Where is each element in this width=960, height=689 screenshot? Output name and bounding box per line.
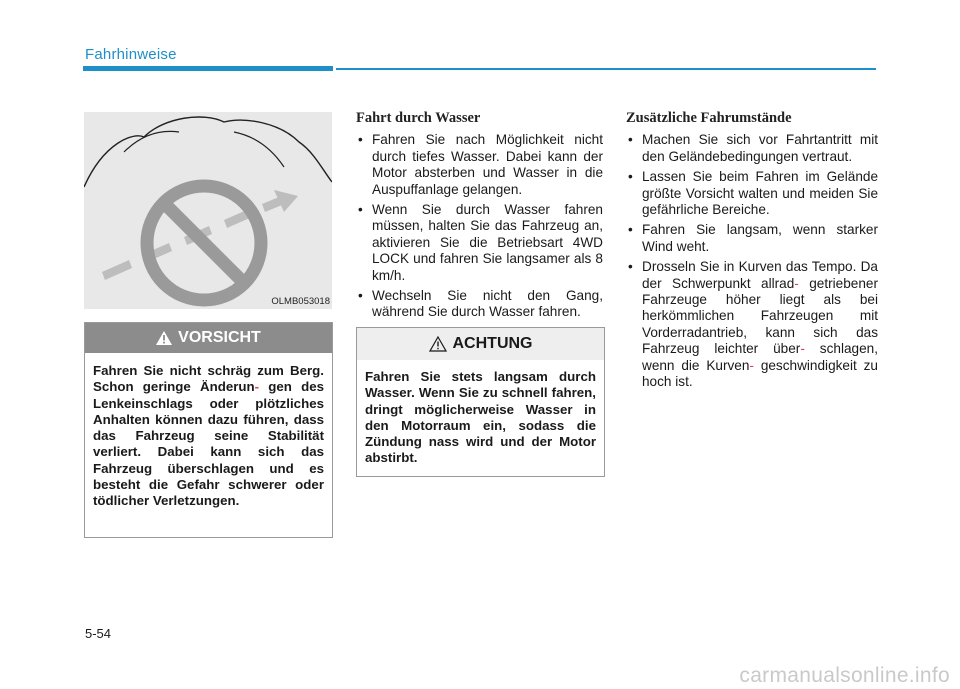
water-driving-list: [356, 132, 603, 320]
attention-label: ACHTUNG: [452, 335, 533, 352]
caution-box: [84, 322, 333, 538]
header-rule-thick: [83, 66, 333, 71]
attention-text: Fahren Sie stets langsam durch Wasser. Wenn Sie zu schnell fahren, dringt möglicherweise Wasser in den Motorraum ein, sodass die Zündung nass wird und der Motor abstirbt.: [365, 369, 596, 466]
additional-conditions-heading: Zusätzliche Fahrumstände: [626, 110, 792, 126]
water-driving-heading: Fahrt durch Wasser: [356, 110, 481, 126]
caution-header: [85, 323, 332, 353]
list-item: • Drosseln Sie in Kurven das Tempo. Da der Schwerpunkt allrad- getriebener Fahrzeuge höher liegt als bei herkömmlichen Fahrzeugen mit Vorderradantrieb, kann sich das Fahrzeug leichter über- schlagen, wenn die Kurven- geschwindigkeit zu hoch ist.: [628, 259, 878, 390]
list-item: • Lassen Sie beim Fahren im Gelände größte Vorsicht walten und meiden Sie gefährliche Bereiche.: [628, 169, 878, 218]
page-number: 5-54: [85, 626, 112, 641]
attention-header: [357, 328, 604, 360]
image-code: OLMB053018: [271, 296, 330, 307]
list-item: • Wechseln Sie nicht den Gang, während Sie durch Wasser fahren.: [358, 288, 603, 320]
water-driving-section: [356, 110, 603, 325]
prohibited-slope-illustration: [84, 112, 332, 309]
warning-icon: [156, 331, 172, 345]
warning-outline-icon: [429, 336, 447, 352]
list-item: • Wenn Sie durch Wasser fahren müssen, halten Sie das Fahrzeug an, aktivieren Sie die Betriebsart 4WD LOCK und fahren Sie langsamer als 8 km/h.: [358, 202, 603, 283]
section-title: Fahrhinweise: [85, 46, 177, 63]
caution-text: Fahren Sie nicht schräg zum Berg. Schon geringe Änderun- gen des Lenkeinschlags oder plötzliches Anhalten können dazu führen, dass das Fahrzeug seine Stabilität verliert. Dabei kann sich das Fahrzeug überschlagen und es besteht die Gefahr schwerer oder tödlicher Verletzungen.: [93, 363, 324, 509]
caution-label: VORSICHT: [178, 329, 261, 346]
additional-conditions-list: [626, 132, 878, 390]
watermark: carmanualsonline.info: [739, 664, 950, 687]
list-item: • Machen Sie sich vor Fahrtantritt mit den Geländebedingungen vertraut.: [628, 132, 878, 164]
additional-conditions-section: [626, 110, 878, 395]
illustration: [84, 112, 332, 309]
attention-box: [356, 327, 605, 477]
list-item: • Fahren Sie langsam, wenn starker Wind weht.: [628, 222, 878, 254]
list-item: • Fahren Sie nach Möglichkeit nicht durch tiefes Wasser. Dabei kann der Motor absterben und Wasser in die Auspuffanlage gelangen.: [358, 132, 603, 197]
header-rule-thin: [336, 68, 876, 70]
